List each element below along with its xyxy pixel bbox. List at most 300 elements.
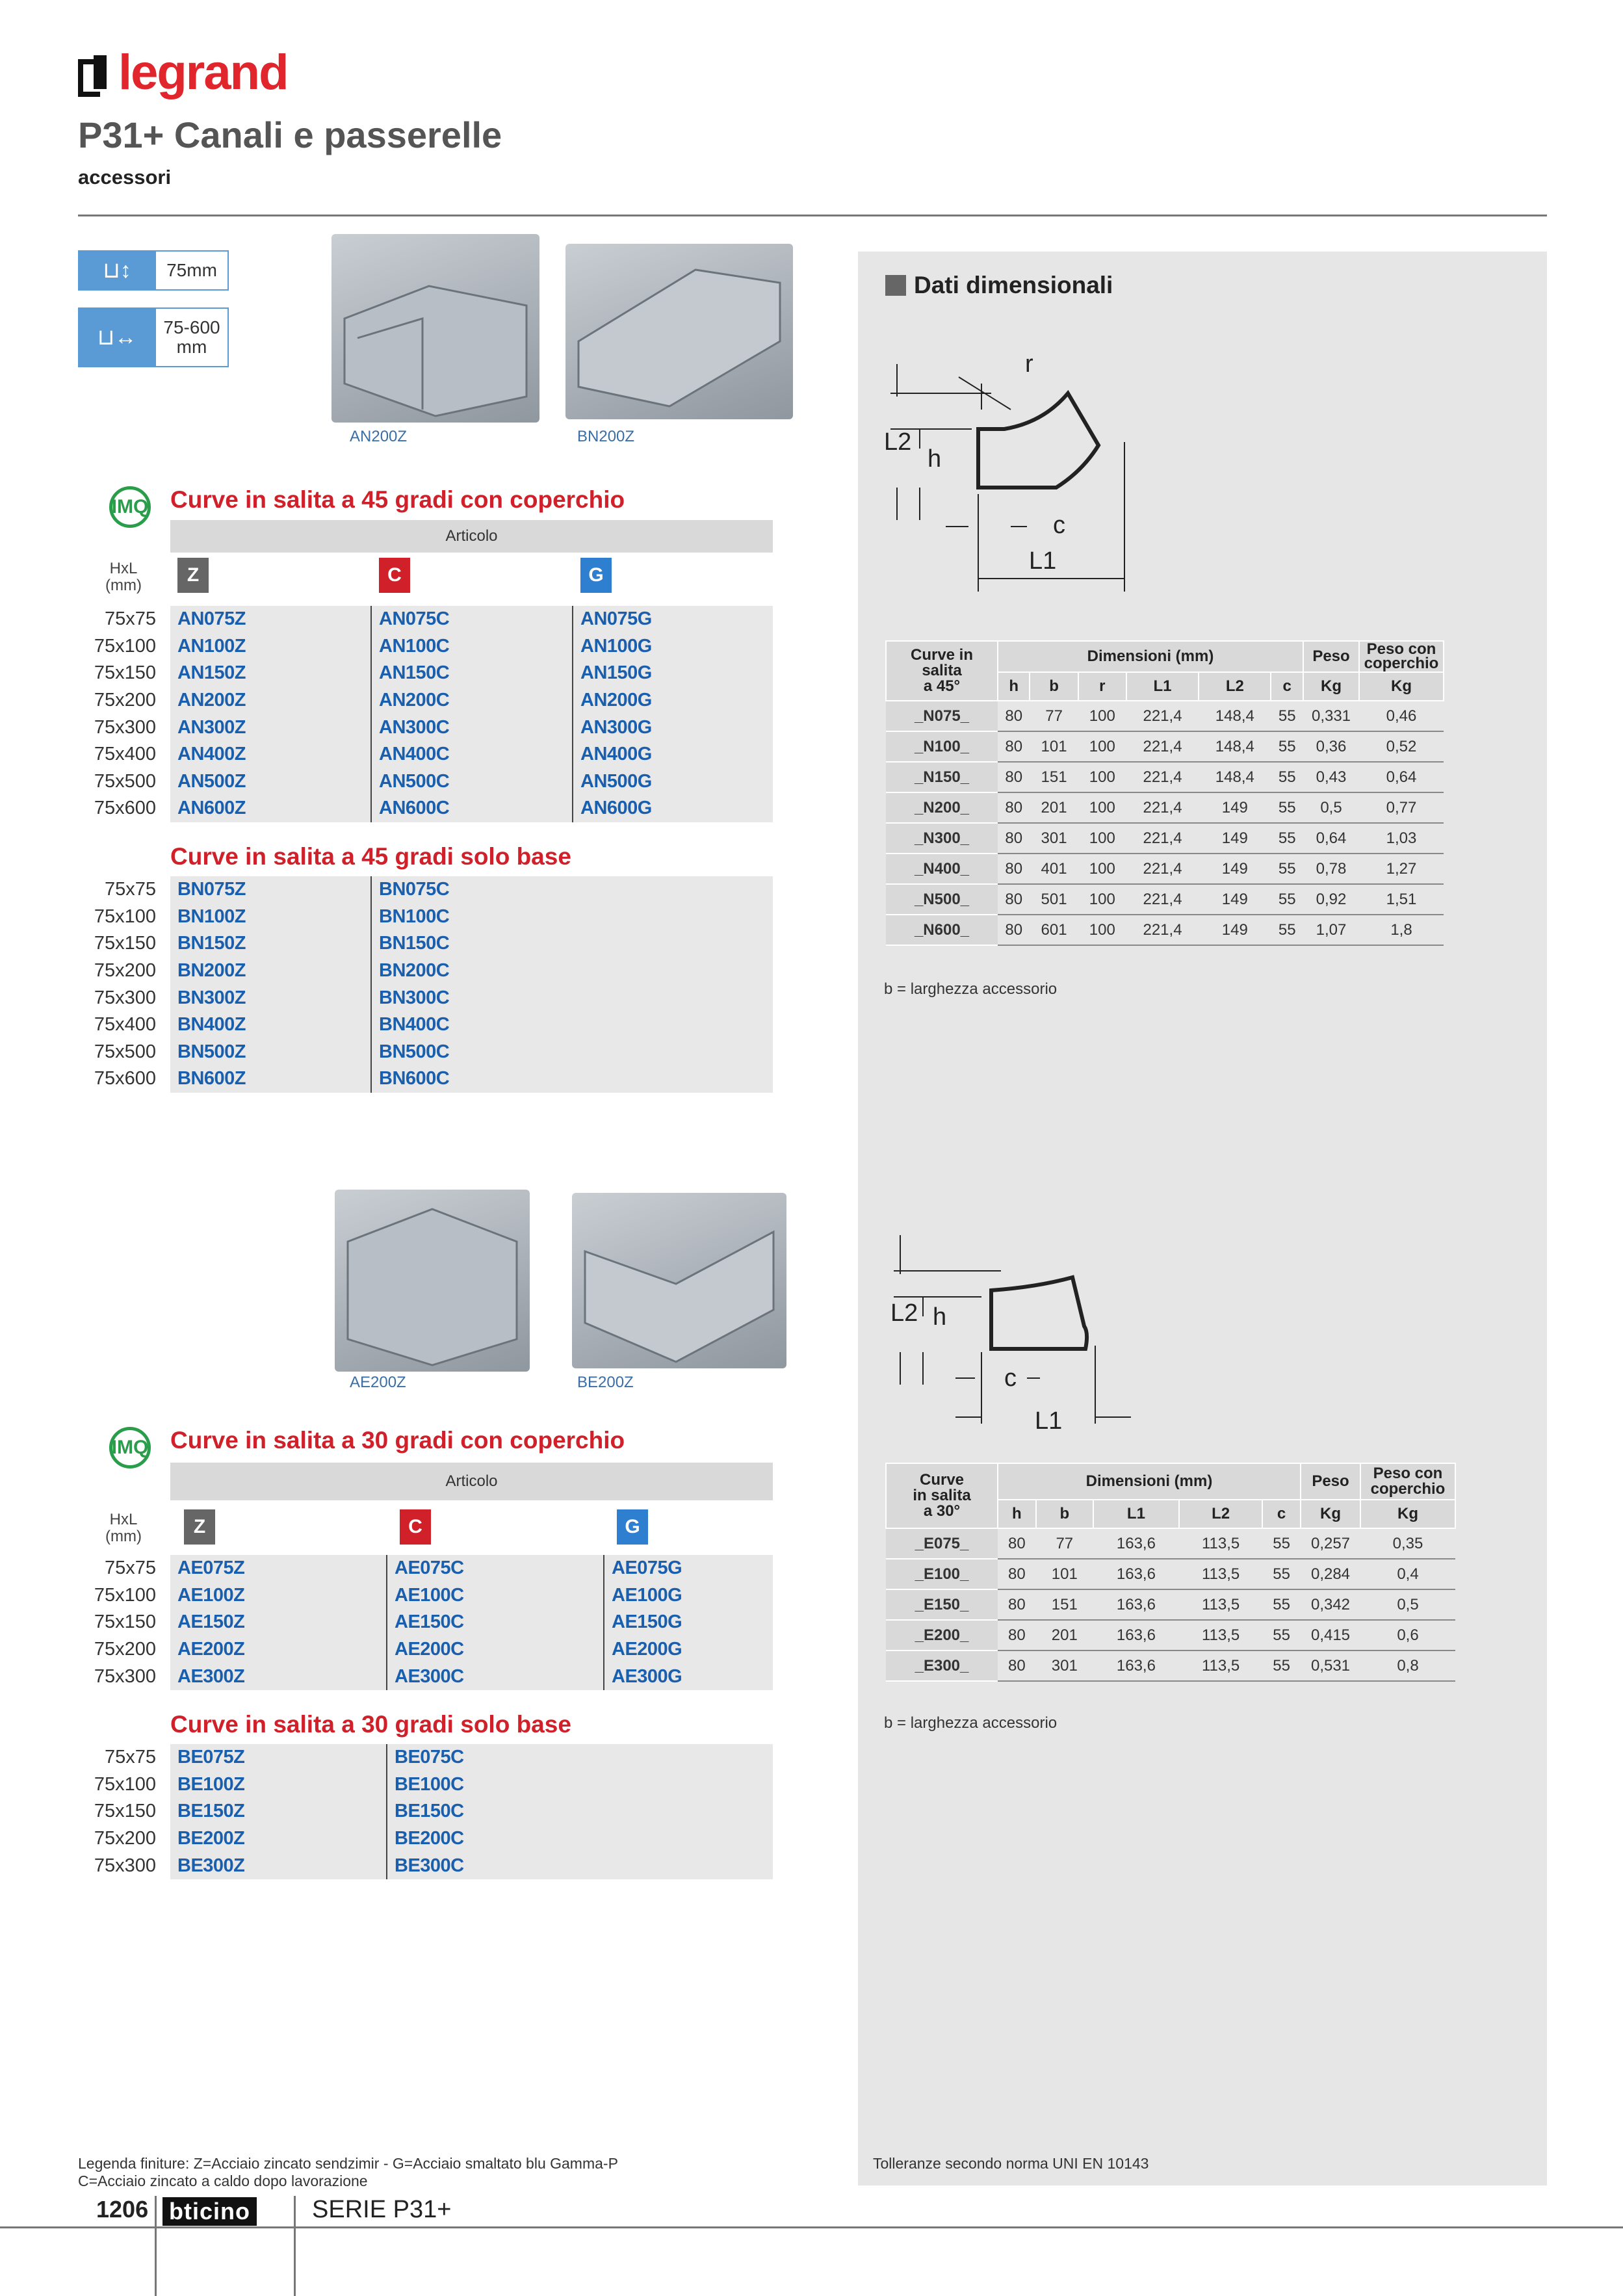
cell-value: 0,46 xyxy=(1359,701,1444,731)
table-row xyxy=(94,1039,773,1066)
table-an xyxy=(94,606,773,822)
cell-value: 221,4 xyxy=(1126,854,1199,884)
table-row xyxy=(94,633,773,660)
cell-value: 0,92 xyxy=(1303,884,1359,915)
row-code: _N600_ xyxy=(886,915,998,945)
article-code-z: AN150Z xyxy=(177,662,246,684)
cell-value: 113,5 xyxy=(1179,1559,1262,1589)
t30-head-first: Curve in salita a 30° xyxy=(886,1463,998,1528)
cell-value: 148,4 xyxy=(1199,731,1271,762)
cell-value: 401 xyxy=(1030,854,1078,884)
article-code-g: AN100G xyxy=(580,635,652,657)
article-code-g: AE150G xyxy=(612,1611,682,1633)
row-dimension: 75x400 xyxy=(94,1014,156,1036)
row-code: _E300_ xyxy=(886,1650,998,1681)
table-row xyxy=(886,1589,1455,1620)
cell-value: 201 xyxy=(1036,1620,1093,1650)
cell-value: 201 xyxy=(1030,792,1078,823)
cell-value: 0,8 xyxy=(1360,1650,1455,1681)
header-divider xyxy=(78,215,1547,216)
legrand-logo xyxy=(78,44,288,101)
hxl-label: HxL (mm) xyxy=(105,560,142,594)
cell-value: 0,531 xyxy=(1301,1650,1360,1681)
cell-value: 80 xyxy=(998,915,1030,945)
article-code-c: AN150C xyxy=(379,662,450,684)
table-be xyxy=(94,1744,773,1879)
column-header: Kg xyxy=(1301,1500,1360,1528)
section-title-ae: Curve in salita a 30 gradi con coperchio xyxy=(170,1427,625,1454)
table-row xyxy=(94,1065,773,1093)
cell-value: 1,03 xyxy=(1359,823,1444,854)
width-icon: ⊔↔ xyxy=(78,307,156,367)
table-row xyxy=(94,1825,773,1853)
footer-divider xyxy=(155,2196,157,2296)
table-row xyxy=(104,1555,773,1582)
article-code-c: BN500C xyxy=(379,1041,450,1062)
article-code-z: AN200Z xyxy=(177,690,246,711)
label-r: r xyxy=(1025,350,1033,378)
diagram-45 xyxy=(881,345,1154,592)
article-code-g: AN150G xyxy=(580,662,652,684)
t30-head-dim: Dimensioni (mm) xyxy=(998,1463,1301,1500)
cell-value: 0,5 xyxy=(1360,1589,1455,1620)
cell-value: 0,257 xyxy=(1301,1528,1360,1559)
cell-value: 80 xyxy=(998,1650,1036,1681)
cell-value: 0,342 xyxy=(1301,1589,1360,1620)
spec-height xyxy=(78,250,229,291)
cell-value: 1,51 xyxy=(1359,884,1444,915)
cell-value: 501 xyxy=(1030,884,1078,915)
table-row xyxy=(886,762,1444,792)
t45-note: b = larghezza accessorio xyxy=(884,980,1058,998)
cell-value: 80 xyxy=(998,1620,1036,1650)
cell-value: 55 xyxy=(1271,701,1303,731)
hxl-label: HxL (mm) xyxy=(105,1511,142,1545)
cell-value: 0,36 xyxy=(1303,731,1359,762)
article-code-z: AN400Z xyxy=(177,744,246,765)
table-row xyxy=(94,1771,773,1799)
table-row xyxy=(886,884,1444,915)
row-dimension: 75x500 xyxy=(94,770,156,792)
article-code-c: AN075C xyxy=(379,608,450,630)
label-c: c xyxy=(1053,512,1065,539)
table-dati-30 xyxy=(885,1463,1456,1682)
cell-value: 601 xyxy=(1030,915,1078,945)
cell-value: 0,64 xyxy=(1303,823,1359,854)
cell-value: 301 xyxy=(1030,823,1078,854)
article-code-c: BN100C xyxy=(379,906,450,927)
row-dimension: 75x100 xyxy=(94,635,156,657)
cell-value: 0,5 xyxy=(1303,792,1359,823)
photo-caption-be200z: BE200Z xyxy=(577,1374,634,1391)
article-code-c: BE100C xyxy=(395,1773,464,1795)
legrand-logo-mark-icon xyxy=(78,55,112,90)
cell-value: 221,4 xyxy=(1126,762,1199,792)
product-photo-ae200z xyxy=(335,1190,530,1372)
row-code: _E100_ xyxy=(886,1559,998,1589)
table-row xyxy=(94,1582,773,1610)
column-header: b xyxy=(1036,1500,1093,1528)
cell-value: 149 xyxy=(1199,884,1271,915)
cell-value: 80 xyxy=(998,823,1030,854)
row-dimension: 75x300 xyxy=(94,716,156,738)
cell-value: 0,78 xyxy=(1303,854,1359,884)
article-code-z: BN200Z xyxy=(177,960,246,982)
cell-value: 80 xyxy=(998,1559,1036,1589)
article-code-c: BE200C xyxy=(395,1828,464,1849)
product-photo-be200z xyxy=(572,1193,786,1368)
article-code-z: AN300Z xyxy=(177,716,246,738)
cell-value: 0,43 xyxy=(1303,762,1359,792)
table-row xyxy=(94,1663,773,1690)
article-code-c: AE300C xyxy=(395,1665,464,1687)
page-title: P31+ Canali e passerelle xyxy=(78,114,502,155)
article-code-z: AE150Z xyxy=(177,1611,245,1633)
legenda-finiture: Legenda finiture: Z=Acciaio zincato sendzimir - G=Acciaio smaltato blu Gamma-P C=Acciaio zincato a caldo dopo lavorazione xyxy=(78,2155,618,2189)
table-row xyxy=(94,958,773,985)
cell-value: 1,8 xyxy=(1359,915,1444,945)
label-c: c xyxy=(1004,1364,1017,1392)
cell-value: 100 xyxy=(1078,792,1126,823)
cell-value: 100 xyxy=(1078,731,1126,762)
article-code-g: AN300G xyxy=(580,716,652,738)
dati-title xyxy=(885,272,1113,299)
an200z-shape xyxy=(331,234,539,423)
cell-value: 151 xyxy=(1036,1589,1093,1620)
page-number: 1206 xyxy=(96,2196,149,2223)
article-code-z: BN300Z xyxy=(177,987,246,1008)
row-code: _N150_ xyxy=(886,762,998,792)
cell-value: 148,4 xyxy=(1199,701,1271,731)
column-header: c xyxy=(1271,672,1303,701)
cell-value: 221,4 xyxy=(1126,701,1199,731)
article-code-c: AN400C xyxy=(379,744,450,765)
articolo-header: Articolo xyxy=(170,520,773,553)
article-code-z: AN500Z xyxy=(177,770,246,792)
label-h: h xyxy=(928,445,942,473)
column-header: Kg xyxy=(1359,672,1444,701)
cell-value: 0,284 xyxy=(1301,1559,1360,1589)
cell-value: 163,6 xyxy=(1093,1589,1179,1620)
row-dimension: 75x200 xyxy=(94,690,156,711)
table-bn xyxy=(94,876,773,1093)
cell-value: 0,6 xyxy=(1360,1620,1455,1650)
row-code: _N500_ xyxy=(886,884,998,915)
article-code-c: AE200C xyxy=(395,1639,464,1660)
article-code-z: BE300Z xyxy=(177,1855,245,1876)
page-subtitle: accessori xyxy=(78,166,172,189)
table-dati-45 xyxy=(885,640,1444,946)
cell-value: 0,4 xyxy=(1360,1559,1455,1589)
cell-value: 100 xyxy=(1078,762,1126,792)
article-code-c: AN500C xyxy=(379,770,450,792)
table-row xyxy=(94,1609,773,1636)
column-header: b xyxy=(1030,672,1078,701)
row-code: _E075_ xyxy=(886,1528,998,1559)
cell-value: 55 xyxy=(1262,1620,1301,1650)
table-row xyxy=(94,1852,773,1879)
finish-g-badge: G xyxy=(580,558,612,593)
table-row xyxy=(94,904,773,931)
row-code: _N100_ xyxy=(886,731,998,762)
article-code-c: AN200C xyxy=(379,690,450,711)
finish-z-badge: Z xyxy=(184,1509,215,1545)
cell-value: 149 xyxy=(1199,915,1271,945)
cell-value: 80 xyxy=(998,701,1030,731)
cell-value: 55 xyxy=(1271,854,1303,884)
article-code-z: BN600Z xyxy=(177,1068,246,1089)
article-code-g: AN400G xyxy=(580,744,652,765)
cell-value: 55 xyxy=(1262,1559,1301,1589)
row-dimension: 75x150 xyxy=(94,933,156,954)
finish-z-badge: Z xyxy=(177,558,209,593)
cell-value: 149 xyxy=(1199,854,1271,884)
cell-value: 0,415 xyxy=(1301,1620,1360,1650)
serie-label: SERIE P31+ xyxy=(312,2196,452,2223)
cell-value: 163,6 xyxy=(1093,1559,1179,1589)
article-code-z: AN600Z xyxy=(177,798,246,819)
table-row xyxy=(886,1620,1455,1650)
table-row xyxy=(886,731,1444,762)
article-code-c: BE075C xyxy=(395,1747,464,1768)
product-photo-an200z xyxy=(331,234,539,423)
row-dimension: 75x75 xyxy=(104,1747,156,1768)
table-row xyxy=(94,1636,773,1663)
section-title-be: Curve in salita a 30 gradi solo base xyxy=(170,1711,571,1738)
row-dimension: 75x300 xyxy=(94,1665,156,1687)
column-header: r xyxy=(1078,672,1126,701)
cell-value: 0,35 xyxy=(1360,1528,1455,1559)
certification-icon: IMQ xyxy=(109,1427,151,1468)
dati-title-text: Dati dimensionali xyxy=(914,272,1113,298)
label-l1: L1 xyxy=(1035,1407,1063,1435)
cell-value: 80 xyxy=(998,884,1030,915)
cell-value: 151 xyxy=(1030,762,1078,792)
row-code: _E150_ xyxy=(886,1589,998,1620)
cell-value: 1,07 xyxy=(1303,915,1359,945)
cell-value: 1,27 xyxy=(1359,854,1444,884)
article-code-g: AN500G xyxy=(580,770,652,792)
ae200z-shape xyxy=(335,1190,530,1372)
photo-caption-ae200z: AE200Z xyxy=(350,1374,406,1391)
table-row xyxy=(886,854,1444,884)
table-row xyxy=(94,660,773,687)
article-code-z: BN400Z xyxy=(177,1014,246,1036)
row-code: _N200_ xyxy=(886,792,998,823)
article-code-c: BN300C xyxy=(379,987,450,1008)
cell-value: 221,4 xyxy=(1126,915,1199,945)
table-row xyxy=(94,768,773,796)
cell-value: 55 xyxy=(1271,792,1303,823)
cell-value: 221,4 xyxy=(1126,823,1199,854)
cell-value: 55 xyxy=(1262,1650,1301,1681)
table-row xyxy=(94,1011,773,1039)
table-row xyxy=(94,687,773,714)
t30-note: b = larghezza accessorio xyxy=(884,1714,1058,1732)
table-row xyxy=(94,795,773,822)
column-header: L2 xyxy=(1179,1500,1262,1528)
height-icon: ⊔↕ xyxy=(78,250,156,291)
row-code: _N300_ xyxy=(886,823,998,854)
table-row xyxy=(886,1528,1455,1559)
finish-c-badge: C xyxy=(379,558,410,593)
row-dimension: 75x75 xyxy=(104,608,156,630)
finish-c-badge: C xyxy=(400,1509,431,1545)
column-header: L2 xyxy=(1199,672,1271,701)
cell-value: 80 xyxy=(998,762,1030,792)
article-code-c: BN200C xyxy=(379,960,450,982)
cell-value: 80 xyxy=(998,792,1030,823)
cell-value: 55 xyxy=(1271,884,1303,915)
cell-value: 100 xyxy=(1078,915,1126,945)
article-code-z: BN100Z xyxy=(177,906,246,927)
table-row xyxy=(886,823,1444,854)
t45-head-peso-cop: Peso con coperchio xyxy=(1359,641,1444,672)
row-dimension: 75x600 xyxy=(94,1068,156,1089)
label-l2: L2 xyxy=(890,1299,918,1327)
row-dimension: 75x100 xyxy=(94,906,156,927)
article-code-z: AE300Z xyxy=(177,1665,245,1687)
cell-value: 163,6 xyxy=(1093,1528,1179,1559)
row-dimension: 75x200 xyxy=(94,1639,156,1660)
row-dimension: 75x75 xyxy=(104,879,156,900)
article-code-c: AE075C xyxy=(395,1558,464,1579)
cell-value: 55 xyxy=(1271,823,1303,854)
article-code-c: AE150C xyxy=(395,1611,464,1633)
table-ae xyxy=(94,1555,773,1690)
cell-value: 0,64 xyxy=(1359,762,1444,792)
t45-head-dim: Dimensioni (mm) xyxy=(998,641,1303,672)
cell-value: 148,4 xyxy=(1199,762,1271,792)
row-dimension: 75x300 xyxy=(94,987,156,1008)
cell-value: 77 xyxy=(1036,1528,1093,1559)
spec-width xyxy=(78,307,229,367)
column-header: h xyxy=(998,1500,1036,1528)
article-code-z: BE200Z xyxy=(177,1828,245,1849)
article-code-c: BN075C xyxy=(379,879,450,900)
cell-value: 113,5 xyxy=(1179,1620,1262,1650)
article-code-g: AN600G xyxy=(580,798,652,819)
article-code-c: AN100C xyxy=(379,635,450,657)
row-dimension: 75x200 xyxy=(94,1828,156,1849)
article-code-c: BN600C xyxy=(379,1068,450,1089)
column-header: L1 xyxy=(1093,1500,1179,1528)
row-dimension: 75x100 xyxy=(94,1584,156,1606)
cell-value: 100 xyxy=(1078,884,1126,915)
row-code: _N400_ xyxy=(886,854,998,884)
row-dimension: 75x500 xyxy=(94,1041,156,1062)
column-header: Kg xyxy=(1303,672,1359,701)
article-code-z: AE075Z xyxy=(177,1558,245,1579)
table-row xyxy=(94,741,773,768)
finish-g-badge: G xyxy=(617,1509,648,1545)
article-code-g: AE200G xyxy=(612,1639,682,1660)
article-code-z: BE075Z xyxy=(177,1747,245,1768)
article-code-c: AN600C xyxy=(379,798,450,819)
cell-value: 149 xyxy=(1199,823,1271,854)
bn200z-shape xyxy=(565,244,793,419)
article-code-z: AN075Z xyxy=(177,608,246,630)
table-row xyxy=(94,1798,773,1825)
article-code-g: AE075G xyxy=(612,1558,682,1579)
cell-value: 80 xyxy=(998,854,1030,884)
article-code-g: AN200G xyxy=(580,690,652,711)
section-title-an: Curve in salita a 45 gradi con coperchio xyxy=(170,486,625,513)
spec-width-value: 75-600 mm xyxy=(156,307,229,367)
cell-value: 101 xyxy=(1036,1559,1093,1589)
article-code-z: BE150Z xyxy=(177,1801,245,1822)
cell-value: 0,331 xyxy=(1303,701,1359,731)
table-row xyxy=(886,792,1444,823)
label-l1: L1 xyxy=(1029,547,1057,575)
cell-value: 163,6 xyxy=(1093,1650,1179,1681)
table-row xyxy=(104,1744,773,1771)
cell-value: 55 xyxy=(1262,1528,1301,1559)
article-code-c: BE150C xyxy=(395,1801,464,1822)
cell-value: 55 xyxy=(1271,915,1303,945)
article-code-z: AE200Z xyxy=(177,1639,245,1660)
row-code: _E200_ xyxy=(886,1620,998,1650)
spec-height-value: 75mm xyxy=(156,250,229,291)
article-code-z: BN075Z xyxy=(177,879,246,900)
row-dimension: 75x400 xyxy=(94,744,156,765)
row-dimension: 75x75 xyxy=(104,1558,156,1579)
table-row xyxy=(886,1559,1455,1589)
cell-value: 80 xyxy=(998,1528,1036,1559)
table-row xyxy=(94,930,773,958)
article-code-c: BE300C xyxy=(395,1855,464,1876)
table-row xyxy=(104,606,773,633)
article-code-g: AN075G xyxy=(580,608,652,630)
cell-value: 113,5 xyxy=(1179,1528,1262,1559)
column-header: c xyxy=(1262,1500,1301,1528)
article-code-g: AE300G xyxy=(612,1665,682,1687)
t30-head-peso: Peso xyxy=(1301,1463,1360,1500)
article-code-c: BN150C xyxy=(379,933,450,954)
certification-icon: IMQ xyxy=(109,486,151,528)
row-dimension: 75x150 xyxy=(94,1801,156,1822)
table-row xyxy=(94,714,773,741)
row-dimension: 75x600 xyxy=(94,798,156,819)
cell-value: 301 xyxy=(1036,1650,1093,1681)
cell-value: 0,77 xyxy=(1359,792,1444,823)
cell-value: 221,4 xyxy=(1126,884,1199,915)
diagram-30 xyxy=(884,1235,1157,1443)
cell-value: 0,52 xyxy=(1359,731,1444,762)
cell-value: 163,6 xyxy=(1093,1620,1179,1650)
cell-value: 101 xyxy=(1030,731,1078,762)
cell-value: 55 xyxy=(1271,762,1303,792)
product-photo-bn200z xyxy=(565,244,793,419)
table-row xyxy=(886,701,1444,731)
bticino-logo: bticino xyxy=(162,2197,257,2226)
cell-value: 55 xyxy=(1271,731,1303,762)
cell-value: 221,4 xyxy=(1126,731,1199,762)
be200z-shape xyxy=(572,1193,786,1368)
cell-value: 149 xyxy=(1199,792,1271,823)
section-title-bn: Curve in salita a 45 gradi solo base xyxy=(170,843,571,870)
article-code-c: BN400C xyxy=(379,1014,450,1036)
cell-value: 100 xyxy=(1078,823,1126,854)
photo-caption-bn200z: BN200Z xyxy=(577,428,635,445)
cell-value: 100 xyxy=(1078,854,1126,884)
tolleranze-note: Tolleranze secondo norma UNI EN 10143 xyxy=(873,2155,1149,2172)
column-header: h xyxy=(998,672,1030,701)
brand-name: legrand xyxy=(118,45,288,100)
table-row xyxy=(94,984,773,1011)
row-dimension: 75x300 xyxy=(94,1855,156,1876)
article-code-c: AE100C xyxy=(395,1584,464,1606)
